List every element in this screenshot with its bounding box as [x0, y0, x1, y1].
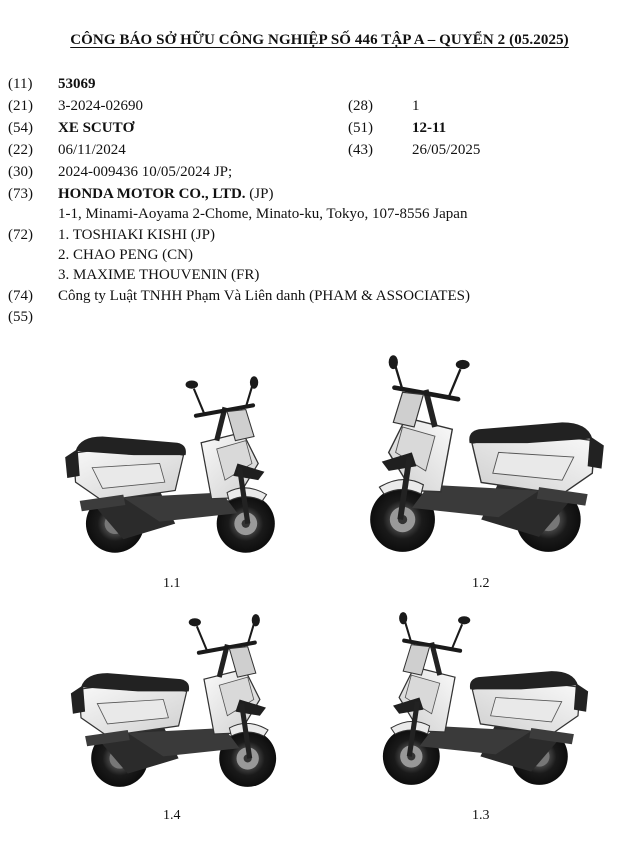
field-code: (22)	[8, 142, 33, 158]
field-code: (21)	[8, 98, 33, 114]
locarno-class: 12-11	[412, 120, 447, 136]
field-code: (72)	[8, 227, 33, 243]
filing-date: 06/11/2024	[58, 142, 126, 158]
scooter-figure-1-2	[362, 346, 612, 560]
field-code: (74)	[8, 288, 33, 304]
owner-name: HONDA MOTOR CO., LTD.	[58, 186, 246, 202]
registration-number: 53069	[58, 76, 96, 92]
field-code: (11)	[8, 76, 33, 92]
design-count: 1	[412, 98, 420, 114]
figure-label: 1.3	[472, 808, 490, 823]
designer-name: 2. CHAO PENG (CN)	[58, 247, 193, 263]
owner-address: 1-1, Minami-Aoyama 2-Chome, Minato-ku, Tokyo, 107-8556 Japan	[58, 206, 468, 222]
owner-block	[58, 184, 273, 204]
page-header	[0, 32, 639, 49]
designer-name: 3. MAXIME THOUVENIN (FR)	[58, 267, 260, 283]
owner-country: (JP)	[245, 186, 274, 202]
figure-label: 1.2	[472, 576, 490, 591]
figure-label: 1.4	[163, 808, 181, 823]
scooter-rear-right-view-icon	[362, 346, 612, 560]
scooter-figure-1-3	[378, 604, 593, 792]
design-title: XE SCUTƠ	[58, 120, 135, 136]
agent-name: Công ty Luật TNHH Phạm Và Liên danh (PHAM & ASSOCIATES)	[58, 288, 470, 304]
field-code: (73)	[8, 186, 33, 202]
field-code: (28)	[348, 98, 373, 114]
gazette-title: CÔNG BÁO SỞ HỮU CÔNG NGHIỆP SỐ 446 TẬP A – QUYỂN 2 (05.2025)	[70, 32, 569, 48]
publication-date: 26/05/2025	[412, 142, 481, 158]
figure-label: 1.1	[163, 576, 181, 591]
field-code: (54)	[8, 120, 33, 136]
scooter-front-right-view-icon	[378, 604, 593, 792]
field-code: (51)	[348, 120, 373, 136]
scooter-figure-1-1	[60, 368, 280, 560]
scooter-front-left-view-icon	[60, 368, 280, 560]
field-code: (30)	[8, 164, 33, 180]
scooter-figure-1-4	[66, 606, 281, 794]
application-number: 3-2024-02690	[58, 98, 143, 114]
field-code: (43)	[348, 142, 373, 158]
designer-name: 1. TOSHIAKI KISHI (JP)	[58, 227, 215, 243]
field-code: (55)	[8, 309, 33, 325]
priority-data: 2024-009436 10/05/2024 JP;	[58, 164, 233, 180]
scooter-rear-left-view-icon	[66, 606, 281, 794]
